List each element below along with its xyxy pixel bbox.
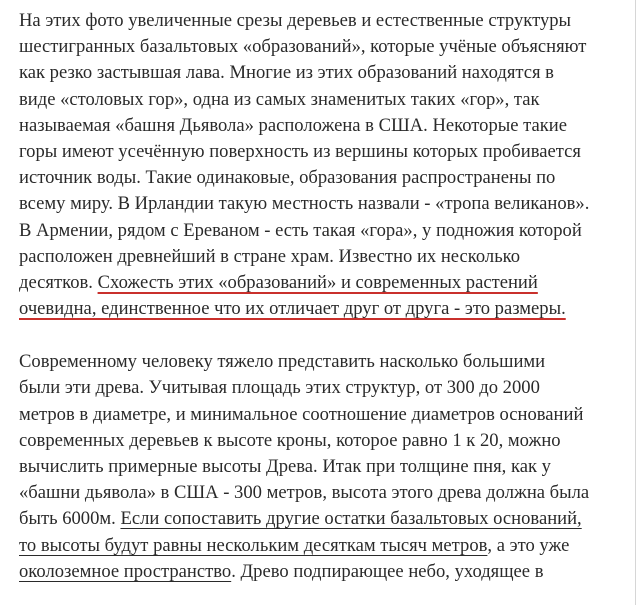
text-line: расположен древнейший в стране храм. Известно их несколько (19, 245, 521, 267)
text-line (19, 506, 631, 532)
text-line (19, 533, 631, 559)
article-body (19, 8, 631, 585)
text-line: «башни дьявола» в США - 300 метров, высота этого древа должна была (19, 482, 590, 504)
highlighted-text: Если сопоставить другие остатки базальтовых оснований, (120, 508, 582, 530)
plain-text: десятков. (19, 271, 98, 293)
text-line: называемая «башня Дьявола» расположена в США. Некоторые такие (19, 114, 568, 136)
text-line (19, 559, 631, 585)
text-line: В Армении, рядом с Ереваном - есть такая «гора», у подножия которой (19, 219, 582, 241)
text-line: шестигранных базальтовых «образований», которые учёные объясняют (19, 36, 587, 58)
text-line: Современному человеку тяжело представить насколько большими (19, 351, 546, 373)
text-line: источник воды. Такие одинаковые, образования распространены по (19, 167, 556, 189)
paragraph-1 (19, 8, 631, 322)
text-line: виде «столовых гор», одна из самых знаменитых таких «гор», так (19, 88, 540, 110)
text-line: На этих фото увеличенные срезы деревьев и естественные структуры (19, 10, 572, 31)
text-line: метров в диаметре, и минимальное соотношение диаметров оснований (19, 403, 584, 425)
plain-text: , а это уже (487, 534, 570, 556)
text-line: были эти древа. Учитывая площадь этих структур, от 300 до 2000 (19, 377, 540, 399)
text-line: всему миру. В Ирландии такую местность назвали - «тропа великанов». (19, 193, 590, 215)
plain-text: . Древо подпирающее небо, уходящее в (231, 560, 544, 582)
plain-text: быть 6000м. (19, 508, 121, 530)
highlighted-text: Схожесть этих «образований» и современных растений (97, 271, 538, 293)
paragraph-2 (19, 349, 631, 585)
highlighted-text: околоземное пространство (19, 560, 232, 582)
text-line (19, 270, 631, 296)
text-line (19, 296, 631, 322)
text-line: вычислить примерные высоты Древа. Итак при толщине пня, как у (19, 456, 551, 477)
text-line: горы имеют усечённую поверхность из вершины которых пробивается (19, 140, 581, 162)
text-line: как резко застывшая лава. Многие из этих образований находятся в (19, 62, 554, 84)
highlighted-text: то высоты будут равны нескольким десяткам тысяч метров (19, 534, 488, 556)
highlighted-text: очевидна, единственное что их отличает друг от друга - это размеры. (19, 298, 566, 320)
text-line: современных деревьев к высоте кроны, которое равно 1 к 20, можно (19, 429, 561, 451)
paragraph-gap (19, 322, 631, 349)
